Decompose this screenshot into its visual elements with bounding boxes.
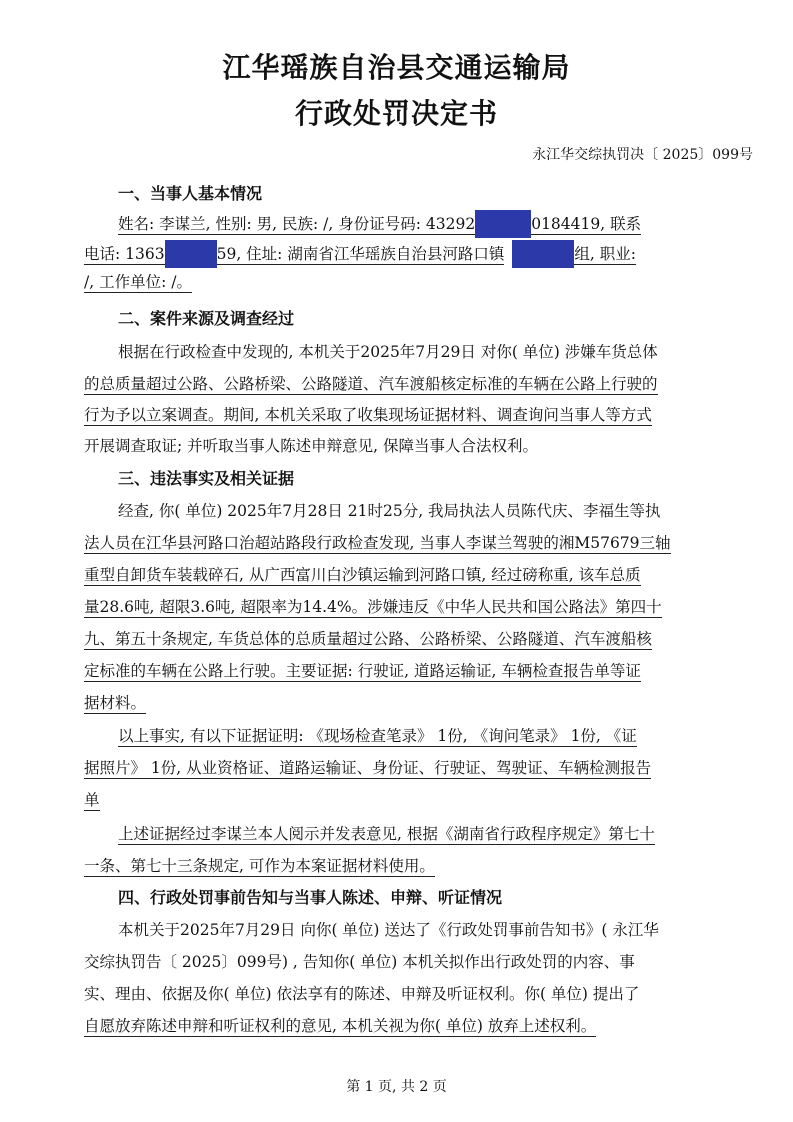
party-info-line-3 bbox=[84, 270, 192, 292]
facts-line: 重型自卸货车装载碎石, 从广西富川白沙镇运输到河路口镇, 经过磅称重, 该车总质 bbox=[84, 566, 641, 584]
page-footer: 第 1 页, 共 2 页 bbox=[346, 1079, 447, 1095]
case-source-line: 根据在行政检查中发现的, 本机关于2025年7月29日 对你( 单位) 涉嫌车货总体 bbox=[118, 343, 658, 361]
party-info-text: /, 工作单位: /。 bbox=[84, 273, 192, 291]
case-source-line: 的总质量超过公路、公路桥梁、公路隧道、汽车渡船核定标准的车辆在公路上行驶的 bbox=[84, 375, 658, 393]
party-info-text: 0184419, 联系 bbox=[531, 215, 642, 233]
evidence-review-line: 一条、第七十三条规定, 可作为本案证据材料使用。 bbox=[84, 857, 435, 875]
facts-line: 定标准的车辆在公路上行驶。主要证据: 行驶证, 道路运输证, 车辆检查报告单等证 bbox=[84, 662, 641, 680]
case-source-line: 行为予以立案调查。期间, 本机关采取了收集现场证据材料、调查询问当事人等方式 bbox=[84, 406, 652, 424]
redaction-block bbox=[165, 240, 217, 268]
notice-line: 自愿放弃陈述申辩和听证权利的意见, 本机关视为你( 单位) 放弃上述权利。 bbox=[84, 1017, 597, 1035]
evidence-line: 据照片》 1份, 从业资格证、道路运输证、身份证、行驶证、驾驶证、车辆检测报告 bbox=[84, 759, 652, 777]
case-source-line: 开展调查取证; 并听取当事人陈述申辩意见, 保障当事人合法权利。 bbox=[84, 437, 539, 455]
party-info-line-2 bbox=[84, 240, 636, 268]
facts-line: 经查, 你( 单位) 2025年7月28日 21时25分, 我局执法人员陈代庆、李福生等执 bbox=[118, 502, 661, 520]
section-heading-facts: 三、违法事实及相关证据 bbox=[118, 469, 295, 488]
redaction-block bbox=[512, 240, 574, 268]
section-heading-case-source: 二、案件来源及调查经过 bbox=[118, 309, 295, 328]
facts-line: 据材料。 bbox=[84, 694, 147, 712]
facts-line: 量28.6吨, 超限3.6吨, 超限率为14.4%。涉嫌违反《中华人民共和国公路法》第四十 bbox=[84, 598, 662, 616]
document-title: 行政处罚决定书 bbox=[294, 97, 498, 130]
section-heading-party-info: 一、当事人基本情况 bbox=[118, 184, 263, 203]
party-info-text: 组, 职业: bbox=[574, 245, 636, 263]
redaction-block bbox=[475, 210, 531, 238]
party-info-text: 姓名: 李谋兰, 性别: 男, 民族: /, 身份证号码: 43292 bbox=[118, 215, 476, 233]
document-number: 永江华交综执罚决〔 2025〕099号 bbox=[532, 147, 753, 163]
facts-line: 九、第五十条规定, 车货总体的总质量超过公路、公路桥梁、公路隧道、汽车渡船核 bbox=[84, 630, 652, 648]
evidence-line: 以上事实, 有以下证据证明: 《现场检查笔录》 1份, 《询问笔录》 1份, 《证 bbox=[118, 727, 637, 745]
agency-title: 江华瑶族自治县交通运输局 bbox=[222, 51, 571, 84]
evidence-line: 单 bbox=[84, 791, 100, 809]
notice-line: 实、理由、依据及你( 单位) 依法享有的陈述、申辩及听证权利。你( 单位) 提出了 bbox=[84, 985, 640, 1003]
party-info-line-1 bbox=[118, 210, 641, 238]
party-info-text: 电话: 1363 bbox=[84, 245, 165, 263]
evidence-review-line: 上述证据经过李谋兰本人阅示并发表意见, 根据《湖南省行政程序规定》第七十 bbox=[118, 825, 655, 843]
party-info-text: 59, 住址: 湖南省江华瑶族自治县河路口镇 bbox=[216, 245, 505, 263]
facts-line: 法人员在江华县河路口治超站路段行政检查发现, 当事人李谋兰驾驶的湘M57679三轴 bbox=[84, 534, 671, 552]
notice-line: 本机关于2025年7月29日 向你( 单位) 送达了《行政处罚事前告知书》( 永江华 bbox=[118, 921, 659, 939]
notice-line: 交综执罚告〔 2025〕099号) , 告知你( 单位) 本机关拟作出行政处罚的内容、事 bbox=[84, 953, 635, 971]
section-heading-notice: 四、行政处罚事前告知与当事人陈述、申辩、听证情况 bbox=[118, 888, 503, 907]
